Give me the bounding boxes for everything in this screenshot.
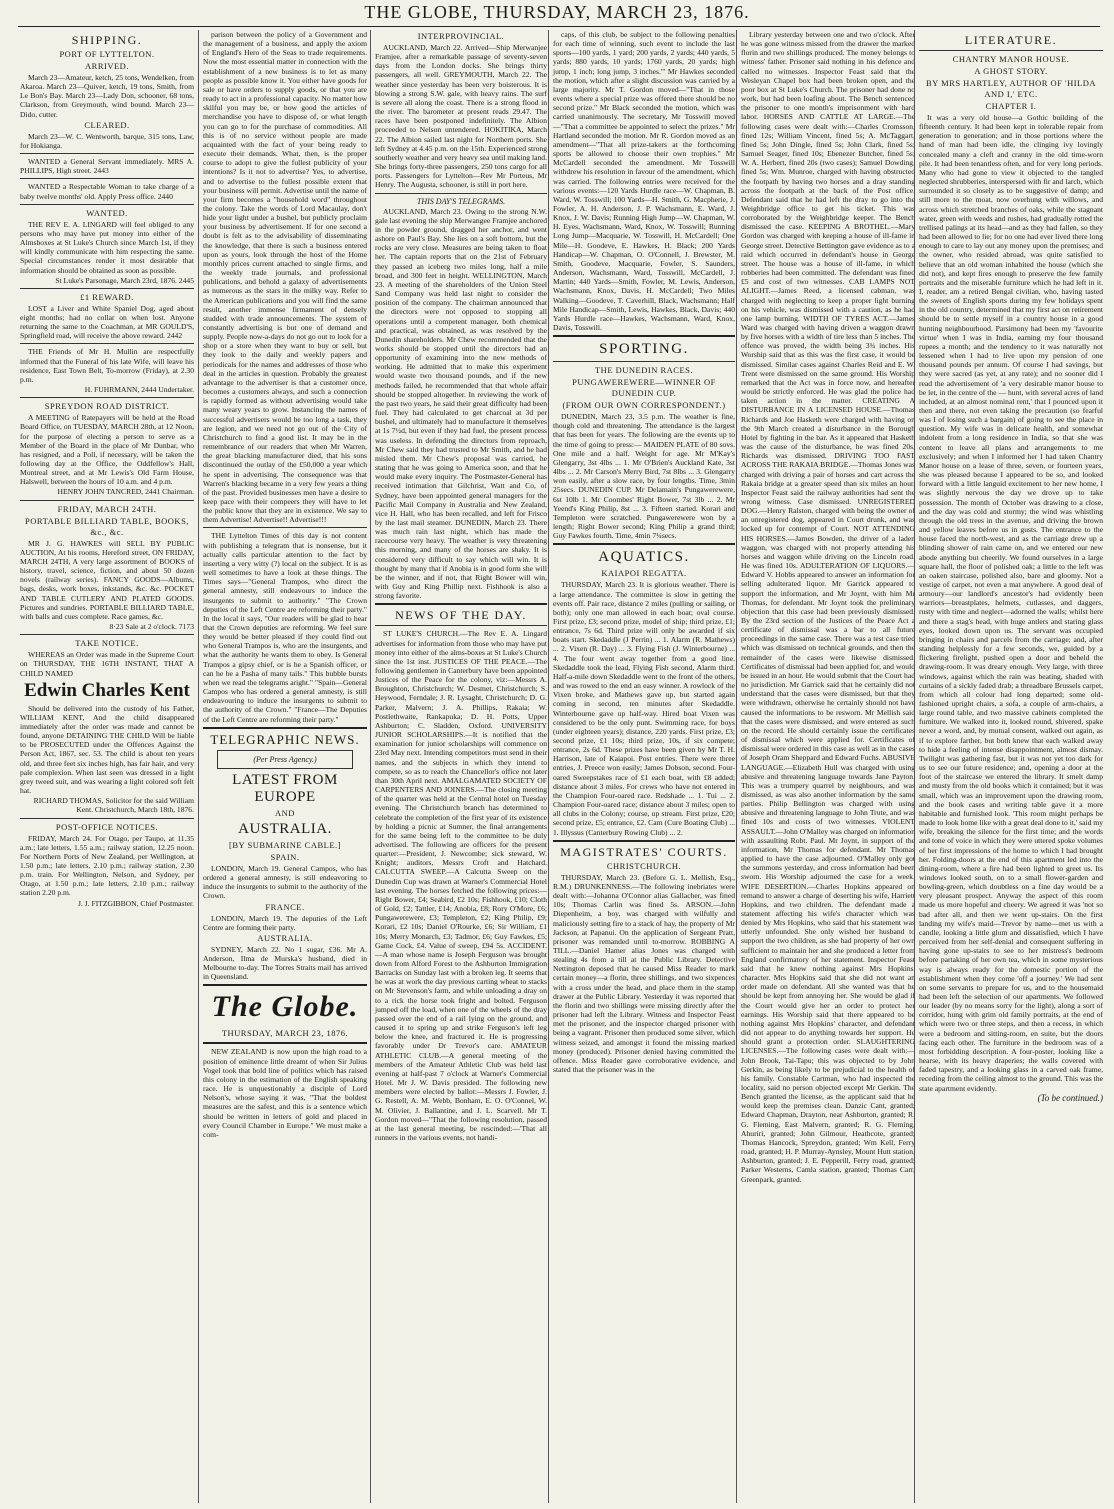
column-4 xyxy=(548,30,735,1503)
spreydon-heading: SPREYDON ROAD DISTRICT. xyxy=(44,401,170,412)
cleared-text: March 23—W. C. Wentworth, barque, 315 tons, Law, for Hokianga. xyxy=(20,131,194,150)
kaiapoi-heading: KAIAPOI REGATTA. xyxy=(601,568,687,579)
story-text: It was a very old house—a Gothic building of the fifteenth century. It had been kept in tolerable repair from generation to generation; and in those portions where the hand of man had been idle, the clinging ivy lovingly concealed many a cleft and cranny in the old time-worn pile. It had been tenantless often, and for very long periods. Many who had gone to view it objected to the tangled neglected shrubberies, interspersed with fir and larch, which surrounded it so closely as to be suggestive of damp; and still more to the moat, now overhung with willows, and across which stretched branches of oaks, while the stagnant water, green with weeds and rushes, had gradually rotted the trellised palings at its head—and as they had fallen, so they had been allowed to lie; for no one had ever lived there long enough to care to lay out any money upon the premises; and the owner, who resided abroad, was quite satisfied to believe that an old woman inhabited the house (which she did not), and kept fires enough to preserve the few family portraits and the miserable furniture which he had left in it. I, reader, am a retired Bengal civilian, who, having tasted the sweets of English sports during my few holidays spent in the old country, determined that my first act on retirement should be to settle myself in a country house in a good hunting neighbourhood. Parsimony had been my 'favourite virtue' when I was in India, earning my four thousand rupees a month; and the tendency to it was naturally not lessened when I had to live upon my pension of one thousand pounds per annum. Of course I had savings, but they were sacred (as yet, at any rate); and no sooner did I read the advertisement of 'a very desirable manor house to be let, in the centre of the — hunt, with several acres of land included, at an almost nominal rent,' that I pounced upon it then and there, not even taking the precaution (so fearful was I of losing such a bargain) of going to see the place in question. My wife was in delicate health, and somewhat indolent from a long residence in India, so that she was content to leave all plans and arrangements to me exclusively; and when I informed her I had taken Chantry Manor house on a lease of three, seven, or fourteen years, she was pleased because I appeared to be so, and looked forward with a little languid excitement to her new home, I was slightly nervous the day we drove up to take possession. The month of October was drawing to a close, and the day was cold and stormy; the wind was whistling through the old trees in the avenue, and driving the brown and yellow leaves before us in gusts. The entrance to the house faced the north-west, and as the carriage drew up a blinding shower of rain came on, and we entered our new abode anything but cheerily. We found ourselves in a large square hall, the floor of polished oak; a little to the left was an oaken staircase, polished also, bare and gloomy. Not a vestige of carpet, not even a mat anywhere. A good deal of armoury—our landlord's ancestor's had evidently been warriors—breastplates, helmets, cutlasses, and daggers, rusty with time and neglect—adorned the walls; whilst here and there a stag's head, with huge antlers and staring glass eyes, looked down upon us. The servant was occupied bringing in chairs and parcels from the carriage; and, after standing helplessly for a few seconds, we, guided by a flickering firelight, pushed open a door and beheld the drawing-room. It was dreary enough. Very large, with three windows, against which the rain was beating, shaded with curtains of a sickly faded drab; a threadbare Brussels carpet, from which all colour had long departed; some old-fashioned upright chairs, a sofa, a couple of arm-chairs, a large round table, and two massive cabinets completed the furniture. We walked into it, looked round, shivered, spake never a word, and, by mutual consent, walked out again, as if to explore farther, but both knew that each walked away to hide a feeling of intense disappointment, almost dismay. Twilight was gathering fast, but it was not yet too dark for us to see our future residence; and, opening a door at the foot of the staircase we entered the library. It smelt damp and musty from the old books which it contained; but it was small, which was an improvement upon the drawing room, and the book cases and writing table gave it a more habitable and furnished look. 'This room might perhaps be made to look home like with a great deal done to it,' said my wife, breaking the silence for the first time; and the words and tone of voice in which they were uttered spoke volumes of her first impressions of the home to which I had brought her. Folding-doors at the end of this apartment led into the dining-room, where a fire had been lighted to greet us. Its windows looked south, on to a small flower-garden and bowling-green, which doubtless on a fine day would be a very pleasant prospect. Anyway the aspect of this room made us more hopeful and cheery. We agreed it was 'not so bad after all, and then we went up-stairs. On the first landing my wife's maid—Trevor by name—met us with a candle, looking a little glum and dissatisfied, which I have perceived from her self-denial and consequent suffering in having gone up-stairs to see to her mistress's bedroom before partaking of her own tea, which in some mysterious way is always ready for the domestic portion of the establishment when they come 'off a journey.' We had sent on some servants to prepare for us, and to the housemaid had been left the selection of our apartments. We followed our leader (by no means sorry for the light), along a sort of corridor, hung with grim old family portraits, at the end of which were two or three steps, and then a recess, in which were a bedroom and sitting-room, en suite, but the doors facing each other. The furniture in the bedroom was of a most forbidding description. A four-poster, looking like a hearse, with its heavy draperies; the walls covered with faded tapestry, and a looking glass in a carved oak frame, receding from the ceiling almost to the ground. This was the state apartment evidently. xyxy=(919,113,1103,1093)
press-agency-box: (Per Press Agency.) xyxy=(217,750,353,769)
globe-date: THURSDAY, MARCH 23, 1876. xyxy=(221,1028,349,1039)
notice-sign: RICHARD THOMAS, Solicitor for the said William Kent. Christchurch, March 18th, 1876. xyxy=(33,796,194,815)
child-name: Edwin Charles Kent xyxy=(24,679,190,701)
notice-text-2: Should be delivered into the custody of his Father, WILLIAM KENT, And the child disappeared immediately after the order was made and cannot be found, anyone DETAINING THE CHILD Will be liable to be PROSECUTED under the Offences Against the Person Act, 1867, sec. 53. The child is about ten years old, and three feet six inches high, has fair hair, and very pale complexion. When last seen was dressed in a light grey tweed suit, and was wearing a light colored soft felt hat. xyxy=(20,703,194,796)
editorial-text: NEW ZEALAND is now upon the high road to a position of eminence little dreamt of when Sir Julius Vogel took that bold line of politics which has raised this colony in the estimation of the English speaking race. He is unquestionably a disciple of Lord Nelson's, whose saying it was, "That the boldest measures are the safest, and this is a sentence which should be written in letters of gold and placed in every Council Chamber in Europe." We must make a com- xyxy=(203,1047,367,1139)
divider xyxy=(20,288,194,289)
spain-text: LONDON, March 19. General Campos, who has ordered a general amnesty, is still endeavoring to induce the insurgents to submit to the authority of the Crown. xyxy=(203,863,367,901)
days-telegrams-heading: THIS DAY'S TELEGRAMS. xyxy=(416,196,506,206)
masthead-rule xyxy=(18,26,1100,27)
divider xyxy=(20,818,194,819)
double-rule xyxy=(553,335,735,337)
latest-europe-heading: LATEST FROM EUROPE xyxy=(232,771,338,805)
arrived-heading: ARRIVED. xyxy=(85,61,129,71)
funeral-text: THE Friends of Mr H. Mullin are respectfully informed that the Funeral of his late Wife, will leave his residence, East Town Belt, To-morrow (Friday), at 2.30 p.m. xyxy=(20,347,194,384)
france-heading: FRANCE. xyxy=(265,901,305,912)
magistrates-text: THURSDAY, March 23. (Before G. L. Mellish, Esq., R.M.) DRUNKENNESS.—The following inebriates were dealt with:—Johanna O'Connor alias Gallacher, was fined 10s; Thomas Carlin was fined 5s. ARSON.—John Diepenheim, a boy, was charged with wilfully and maliciously setting fire to a stack of hay, the property of Mr Jackson, at Papanui. On the application of Sergeant Pratt, prisoner was remanded until to-morrow. ROBBING A TILL.—Daniel Hamer alias Jones was charged with stealing 4s from a till at the Public Library. Detective Nettington deposed that he caused Miss Reader to mark certain money—a florin, three shillings, and two sixpences with a cross under the head, and place them in the stamp drawer at the Public Library. Yesterday it was reported that the florin and two shillings were missing directly after the prisoner had left the Library. Witness and Inspector Feast met the prisoner, and the inspector charged prisoner with being a vagrant. Prisoner then produced some silver, which witness seized, and amongst it found the missing marked money (produced). Prisoner denied having committed the offence. Miss Reader gave corroborative evidence, and stated that the prisoner was in the xyxy=(553,872,735,1074)
interprovincial-text: AUCKLAND, March 22. Arrived—Ship Merwanjee Framjee, after a remarkable passage of seventy-seven days from the London docks. She brings thirty passengers, all well. GREYMOUTH, March 22. The weather since yesterday has been very boisterous. It is blowing a strong S.W. gale, with heavy rains. The surf is severe all along the coast. There is a strong flood in the river. The barometer at present reads 29.47. The races have been postponed indefinitely. The Albion proceeded to Nelson untendered. HOKITIKA, March 22. The Albion sailed last night for Northern ports. She left Sydney at 4.45 p.m. on the 15th. Experienced strong southerly weather and very heavy sea until making land. She brings forty-three passengers, 250 tons cargo for all ports. Passengers for Lyttelton—Rev Mr Porteus, Mr Henry. The Augusta, schooner, is still in port here. xyxy=(375,43,547,190)
auction-text: MR J. G. HAWKES will SELL BY PUBLIC AUCTION, At his rooms, Hereford street, ON FRIDAY, MARCH 24TH, A very large assortment of BOOKS of history, travel, science, fiction, and about 50 dozen novels (railway series). FANCY GOODS—Albums, bags, desks, work boxes, inkstands, &c. &c. POCKET AND TABLE CUTLERY AND PLATED GOODS. Pictures and sundries. PORTABLE BILLIARD TABLE, with balls and cues complete. Race games, &c. xyxy=(20,538,194,621)
divider xyxy=(20,153,194,154)
divider xyxy=(20,397,194,398)
double-rule xyxy=(553,543,735,545)
column-1 xyxy=(20,30,194,1503)
funeral-sign: H. FUHRMANN, 2444 Undertaker. xyxy=(84,385,194,395)
divider xyxy=(20,500,194,501)
auction-sign: 8·23 Sale at 2 o'clock. 7173 xyxy=(109,622,194,632)
aquatics-heading: AQUATICS. xyxy=(598,549,690,566)
arrived-text: March 23—Amateur, ketch, 25 tons, Wendelken, from Akaroa. March 23—Quiver, ketch, 19 tons, Smith, from Le Bon's Bay. March 23—Lady Don, schooner, 68 tons, Clarkson, from Greymouth, wind bound. March 23—Dido, cutter. xyxy=(20,73,194,119)
correspondent-label: (FROM OUR OWN CORRESPONDENT.) xyxy=(562,400,726,411)
reward-heading: £1 REWARD. xyxy=(80,291,134,302)
news-of-the-day-heading: NEWS OF THE DAY. xyxy=(395,608,527,623)
continued-note: (To be continued.) xyxy=(1037,1092,1103,1103)
friday-heading: FRIDAY, MARCH 24TH. xyxy=(57,503,157,514)
pungawerewere-heading: PUNGAWEREWERE—WINNER OF DUNEDIN CUP. xyxy=(572,377,716,399)
post-office-sign: J. J. FITZGIBBON, Chief Postmaster. xyxy=(77,898,194,908)
divider xyxy=(375,625,547,626)
wanted-text: THE REV E. A. LINGARD will feel obliged to any persons who may have put money into either of the Almsboxes at St Luke's Church since March 1st, if they will kindly communicate with him respecting the same. Special circumstances render it most desirable that information should be obtained as soon as possible. xyxy=(20,219,194,275)
notice-text: WHEREAS an Order was made in the Supreme Court on THURSDAY, THE 16TH INSTANT, THAT A CHILD NAMED xyxy=(20,650,194,678)
lyttelton-times-article: THE Lyttelton Times of this day is not content with publishing a telegram that is nonsense, but it actually calls particular attention to the fact by inserting a very witty (?) local on the subject. It is as well sometimes to have a look at these things. The Times says—"General Trampos, who direct the general amnesty, still endeavours to induce the insurgents to submit to authority." "The Crown deputies of the Left Centre are reforming their party." In the local it says, "Our readers will be glad to hear that the Crown deputies are reforming. We feel sure they would be better pleased if they could find out who General Trampos is, who are the insurgents, and what the authority he wants them to obey. Is General Trampos a gipsy chief, or is he a Spanish officer, or can he be a Pasha of many tails." This bubble bursts when we read the telegrams aright." "Spain—General Campos who has ordered a general amnesty, is still endeavouring to induce the insurgents to submit to the authority of the Crown." "France—The Deputies of the Left Centre are reforming their party." xyxy=(203,531,367,724)
double-rule xyxy=(203,1042,367,1044)
ad-servant: WANTED a General Servant immediately. MRS A. PHILLIPS, High street. 2443 xyxy=(20,157,194,176)
spreydon-sign: HENRY JOHN TANCRED, 2441 Chairman. xyxy=(57,487,194,497)
double-rule xyxy=(203,984,367,986)
cable-label: [BY SUBMARINE CABLE.] xyxy=(229,839,341,850)
magistrates-heading: MAGISTRATES' COURTS. xyxy=(560,844,728,859)
ghost-story-label: A GHOST STORY. xyxy=(974,66,1048,76)
globe-nameplate: The Globe. xyxy=(211,990,359,1024)
court-reports-text: Library yesterday between one and two o'clock. After he was gone witness missed from the drawer the marked florin and two shillings produced. The money belongs to witness' father. Prisoner said nothing in his defence and called no witnesses. Inspector Feast said that the Wesleyan Chapel box had been broken open, and the poor box at St Luke's Church. The prisoner had done no work, but had been loafing about. The Bench sentenced the prisoner to one month's imprisonment with hard labor. HORSES AND CATTLE AT LARGE.—The following cases were dealt with:—Charles Cromsson, fined 12s; William Vincent, fined 5s; A. McTaggart, fined 5s; John Dingle, fined 5s; John Clark, fined 5s; Samuel Seager, fined 10s; Ebenezer Butcher, fined 5s; W. A. Herbert, fined 20s (two cases); Samuel Dowding, fined 5s; Wm. Munroe, charged with having obstructed the footpath by having two horses and a dray standing across the footpath at the back of the Post office. Defendant said that he had left the dray to go into the Weighbridge office to get his ticket. This was corroborated by the Weighbridge keeper. The Bench dismissed the case. KEEPING A BROTHEL.—Mary Gordon was charged with keeping a house of ill-fame in George street. Detective Bettington gave evidence as to a raid which occurred in defendant's house in George street. The house was a house of ill-fame, in which robberies had been committed. The defendant was fined £5 and cost of two witnesses. CAB LAMPS NOT ALIGHT.—James Reed, a licensed cabman, was charged with neglecting to keep a proper light burning on his vehicle, was dismissed with a caution, as he had one lamp burning. WIDTH OF TYRES ACT.—James Ward was charged with having driven a waggon drawn by five horses with a width of tire less than 5 inches. The offence was proved, the width being 3¾ inches. His Worship said that as this was the first case, it would be dismissed. Similar cases against Charles Reid and E. W. Trent were dismissed on the same ground. His Worship remarked that the Act was in force now, and hereafter would be strictly enforced. He was glad the police had taken action in the matter. CREATING A DISTURBANCE IN A LICENSED HOUSE.—Thomas Richards and Joe Hasketh were charged with having on the 9th March created a disturbance in the Borough Hotel by fighting in the bar. As it appeared that Hasketh was the cause of the disturbance, he was fined 20s, Richards was dismissed. DRIVING TOO FAST ACROSS THE RAKAIA BRIDGE.—Thomas Jones was charged with driving a pair of horses and cart across the Rakaia bridge at a greater speed than six miles an hour. Inspector Feast said the railway authorities had sent the wrong witness. Case dismissed. UNREGISTERED DOG.—Henry Ralston, charged with being the owner of an unregistered dog, appeared in Court drunk, and was locked up for contempt of Court. NOT ATTENDING HIS HORSES.—James Bowden, the driver of a laden waggon, was charged with not properly attending his horses and waggon while driving on the Lincoln road. He was fined 10s. ADULTERATION OF LIQUORS.—Edward V. Hobbs appeared to answer an information for selling adulterated liquor. Mr Garrick appeared to support the information, and Mr Joynt, with him Mr Thomas, for defendant. Mr Joynt took the preliminary objection that this case had been previously dismissed. By the 23rd section of the Justices of the Peace Act a certificate of dismissal was a bar to all future proceedings in the same case. There was a test case tried which was dismissed on technical grounds, and then the remainder of the cases were likewise dismissed. Certificates of dismissal had been applied for, and would be issued in an hour. He would submit that the Court had no jurisdiction. Mr Garrick said that he certainly did not understand that the cases were dismissed, but that they were withdrawn, otherwise he certainly should not have caused the informations to be resworn. Mr Mellish said that the cases were dismissed, and were entered as such on the record. He should certainly issue the certificates of dismissal which were applied for. Certificates of dismissal were ordered in this case as well as in the cases of Joseph Oram Sheppard and Edward Fuchs. ABUSIVE LANGUAGE.—Elizabeth Hull was charged with using abusive and threatening language towards Jane Payton. This was a trumpery quarrel by neighbours, and was dismissed, as was also another information by the same parties. Philip Bellington was charged with using abusive and threatening language to John Trute, and was fined 10s and costs of two witnesses. VIOLENT ASSAULT.—John O'Malley was charged on information with assaulting Robt. Paul. Mr Joynt, in support of the information, Mr Thomas for defendant. Mr Thomas applied to have the case adjourned. O'Malley only got the summons yesterday, and cross information had been sworn. His Worship adjourned the case for a week. WIFE DESERTION.—Charles Hopkins appeared on remand to answer a charge of deserting his wife, Harriett Hopkins, and two children. The defendant made a statement affecting his wife's character which was denied by Mrs Hopkins, who said that his statement was utterly unfounded. She only wished her husband to support the two children, as she had property of her own sufficient to maintain her and she produced a letter from England confirmatory of her statement. Inspector Feast said that he knew nothing against Mrs Hopkins' character. Mrs Hopkins said that she did not want an order made on defendant. All she wanted was that he should be kept from annoying her. She would be glad if the Court would give her an order to protect her earnings. His Worship said that there appeared to be nothing against Mrs Hopkins' character, and defendant did not appear to do anything towards her support. He should grant a protection order. SLAUGHTERING LICENSES.—The following cases were dealt with:—John Brook, Tai-Tapu; this was objected to by John Gerkin, as being likely to be prejudicial to the health of his family. Constable Cartman, who had inspected the locality, said no person objected except Mr Gerkin. The Bench granted the license, as the applicant said that he would keep the premises clean. Danzic Cant, granted; Edward Chapman, Drayton, near Ashburton, granted; R. G. Fleming, East Malvern, granted; R. G. Fleming, Ahuriri, granted; John Gilmour, Heathcote, granted; Thomas Hancock, Spreydon, granted; Wm Kell, Ferry road, granted; H. P. Murray-Aynsley, Mount Hutt station, Ashburton, granted; J. E. Pepperill, Ferry road, granted; Parker Westerns, Camla station, granted; Thomas Carr, Greenpark, granted. xyxy=(741,30,915,1184)
divider xyxy=(20,343,194,344)
column-6 xyxy=(914,30,1103,1503)
athletic-club-text: caps, of this club, be subject to the following penalties for each time of winning, such event to include the last sports—100 yards, 1 yard; 200 yards, 2 yards; 440 yards, 5 yards; 880 yards, 10 yards; 1760 yards, 20 yards; high jump, 1 inch; long jump, 3 inches.'" Mr Hawkes seconded the motion, which after a slight discussion was carried by a large majority. Mr T. Gordon moved—"That in those events where a special prize was offered there should be no second prize." Mr Black seconded the motion, which was carried unanimously. The secretary, Mr Tosswill moved—"That a committee be appointed to select the prizes." Mr Hartland seconded the motion. Mr R. Gordon moved as an amendment—"That all prize-takers at the forthcoming sports be allowed to choose their own trophies." Mr McCardell seconded the amendment. Mr Tosswill withdrew his resolution in favour of the amendment, which was carried. The following entries were received for the various events:—120 Yards Hurdle race—W. Chapman, B. Ward, W. Tosswill; 100 Yards—H. Smith, G. Macpherie, J. Fowler, A. H. Anderson, J. P. Wachsmann, E. Ward, J. Knox, J. W. Davis; Running High Jump—W. Chapman, W. H. Eyes, Wachsmann, Ward, Knox, W. Tosswill; Running Long Jump—Macquarie, W. Tosswill, H. McCardell; One Mile—H. Goodeve, E. Hawkes, H. Black; 200 Yards Handicap—W. Chapman, O. O'Connell, J. Brewster, M. Smith, Goodeve, Macquarie, Fowler, S. Saunders, Anderson, Wachsmann, Ward, Tosswill, McCardell, J. Martin; 440 Yards—Smith, Fowler, M. Lewis, Anderson, Wachsmann, Knox, Davis, H. McCardell; Two Miles Walking—Goodeve, T. Caverhill, Black, Wachsmann; Half Mile Handicap—Smith, Lewis, Hawkes, Black, Davis; 440 Yards Hurdle race—Hawkes, Wachsmann, Ward, Knox, Davis, Tosswill. xyxy=(553,30,735,332)
port-heading: PORT OF LYTTELTON. xyxy=(59,49,155,59)
and-label: AND xyxy=(275,807,295,818)
australia-text: SYDNEY, March 22. No 1 sugar, £36. Mr A. Anderson, Ilma de Murska's husband, died in Melbourne to-day. The Torres Straits mail has arrived in Queensland. xyxy=(203,944,367,982)
column-3 xyxy=(370,30,547,1503)
sporting-heading: SPORTING. xyxy=(599,341,689,358)
masthead: THE GLOBE, THURSDAY, MARCH 23, 1876. xyxy=(364,2,750,22)
post-office-heading: POST-OFFICE NOTICES. xyxy=(55,821,159,832)
aquatics-text: THURSDAY, March 23. It is glorious weather. There is a large attendance. The committee is slow in getting the events off. Pair race, distance 2 miles (pulling or sailing, or both); only one man allowed in each boat; oval course. First prize, £3; second prize, model of ship; third prize, £1; entrance, 7s 6d. Third prize will only be awarded if six boats start. Skedaddle (J Perrin) ... 1. Alarm (R. Mathews) ... 2. Vixen (R. Day) ... 3. Flying Fish (J. Winterbourne) ... 4. The four went away together from a good line. Skedaddle took the lead, Flying Fish second, Alarm third. Half-a-mile down Skedaddle went to the front of the others, and was rowed to the end an easy winner. A rowlock of the Vixen broke, and Mathews gave up, but started again coming in second, ten minutes after Skedaddle. Winterbourne gave up half-way. Hired boat Vixen was considered to be the only punt. Swimming race, for boys (under eighteen years); distance, 220 yards. First prize, £3; second prize, £1 10s; third prize, 10s, if six compete; entrance, 2s 6d. These prizes have been given by Mr T. H. Harrison, late of Kaiapoi. Post entries. There were three entries, J. Preece won easily; James Dobson, second. Four-oared Sweepstakes race of £1 each boat, with £8 added; distance about 3 miles. For crews who have not entered in the Champion Four-oared race. Redshade ... 1. Tui ... 2. Champion Four-oared race; distance about 3 miles; open to all clubs in the Colony; course, up stream. First prize, £20; second prize, £5; entrance, £2. Cam (Cure Boating Club) ... 1. Illyssus (Canterbury Rowing Club) ... 2. xyxy=(553,580,735,837)
divider xyxy=(375,193,547,194)
chantry-heading: CHANTRY MANOR HOUSE. xyxy=(952,54,1070,64)
divider xyxy=(20,634,194,635)
divider xyxy=(203,527,367,528)
spreydon-text: A MEETING of Ratepayers will be held at the Road Board Office, on TUESDAY, MARCH 28th, at 12 Noon, for the purpose of electing a person to serve as a Member of the Board in the place of Mr Dunbar, who has resigned, and a Poll, if necessary, will be taken the following day at the Office, the Oddfellow's Hall, Montreal street, and at Mr Lewis's Old Farm House, Halswell, between the hours of 10 a.m. and 4 p.m. xyxy=(20,413,194,487)
cleared-heading: CLEARED. xyxy=(84,119,130,130)
interprovincial-heading: INTERPROVINCIAL. xyxy=(417,31,505,41)
france-text: LONDON, March 19. The deputies of the Left Centre are forming their party. xyxy=(203,913,367,932)
divider xyxy=(20,204,194,205)
portable-heading: PORTABLE BILLIARD TABLE, BOOKS, &c., &c. xyxy=(25,515,189,537)
news-of-the-day-text: ST LUKE'S CHURCH.—The Rev E. A. Lingard advertises for information from those who may have put money into either of the alms-boxes at St Luke's Church since the 1st inst. JUSTICES OF THE PEACE.—The following gentlemen in Canterbury have been appointed Justices of the Peace for the colony, viz:—Messrs A. Broughton, Christchurch; W. Desmet, Christchurch; S. Heywood, Ferndale; J. R. Lysaght, Christchurch; D. G. Parker, Malvern; J. A. Phillips, Rakaia; W. Postlethwaite, Rankapuka; D. H. Potts, Upper Ashburton; C. Sladden, Oxford. UNIVERSITY JUNIOR SCHOLARSHIPS.—It is notified that the examination for junior scholarships will commence on 23rd May next. Intending competitors must send in their names, and the subjects in which they intend to compete, so as to reach the Chancellor's office not later than 30th April next. AMALGAMATED SOCIETY OF CARPENTERS AND JOINERS.—The closing meeting of the quarter was held at the Central hotel on Tuesday evening. The Christchurch branch has determined to celebrate the completion of the first year of its existence by holding a picnic at Sumner, the final arrangements for the same being left to the committee to be duly advertised. The following are officers for the present quarter:—President, J. Newcombe; sick steward, W. Knight; auditors, Messrs Croft and Hatchard. CALCUTTA SWEEP.—A Calcutta Sweep on the Dunedin Cup was drawn at Warner's Commercial Hotel last evening. The horses fetched the following prices:—Right Bower, £4; Seabird, £2 10s; Fishhook, £10; Cloth of Gold, £2; Tattler, £14; Anobia, £8; Rory O'More, £6; Pungawerewere, £3; Templeton, £2; King Philip, £9; Korari, £2 10s; Daniel O'Rourke, £6; Sir William, £1 10s; Merry Monarch, £3; Tadmor, £6; Guy Fawkes, £5; Game Cock, £4. Value of sweep, £94 5s. ACCIDENT.—A man whose name is Joseph Ferguson was brought down from Alford Forest to the Ashburton Immigration Barracks on Sunday last with a broken leg. It seems that he was at work the day previous carting wheat to stacks on Mr Stevenson's farm, and while unloading a dray on to a rick the horse took fright and bolted. Ferguson jumped off the load, when one of the wheels of the dray passed over the end of a rail lying on the ground, and caused it to spring up and strike Ferguson's left leg below the knee, and fractured it. He is progressing favorably under Dr Trevor's care. AMATEUR ATHLETIC CLUB.—A general meeting of the members of the Amateur Athletic Club was held last evening at half-past 7 o'clock at Warner's Commercial Hotel. Mr J. W. Davis presided. The following new members were elected by ballot:—Messrs J. Fowler, J. G. Restell, A. M. Webb, Bonham, E. O. O'Connel, W. M. Olivier, J. Ballantine, and J. L. Scarvell. Mr T. Gordon moved—"That the following resolution, passed at the last general meeting, be rescinded:—'That all runners in the various events, not handi- xyxy=(375,629,547,1142)
literature-heading: LITERATURE. xyxy=(964,33,1058,47)
double-rule xyxy=(203,727,367,729)
races-text: DUNEDIN, March 23, 3.5 p.m. The weather is fine, though cold and threatening. The attendance is the largest that has been for years. The following are the events up to the time of going to press:— MAIDEN PLATE of 80 sovs. One mile and a half. Weight for age. Mr M'Kay's Glengarry, 3st 4lbs ... 1. Mr O'Brien's Auckland Kate, 3st 4lbs ... 2. Mr Carson's Merry Bird, 7st 8lbs ... 3. Glengarry won easily, after a slow race, by four lengths. Time, 3min 25secs. DUNEDIN CUP. Mr Delamain's Pungawerewere, 6st 10lb 1. Mr Coombes' Right Bower, 7st 3lb ... 2. Mr Yeend's King Philip, 8st ... 3. Fifteen started. Korari and Templeton were scratched. Pungawerewere won by a length; Right Bower second; King Philip a grand third; Guy Fawkes fourth. Time, 4min 7¼secs. xyxy=(553,412,735,541)
divider xyxy=(919,50,1103,51)
column-2 xyxy=(198,30,367,1503)
dunedin-races-heading: THE DUNEDIN RACES. xyxy=(594,365,693,376)
wanted-heading: WANTED. xyxy=(86,207,128,218)
telegraphic-heading: TELEGRAPHIC NEWS. xyxy=(210,731,360,747)
chapter-heading: CHAPTER I. xyxy=(985,101,1037,111)
wanted-sign: St Luke's Parsonage, March 23rd, 1876. 2445 xyxy=(55,275,194,285)
take-notice-heading: TAKE NOTICE. xyxy=(75,638,139,649)
days-telegrams-text: AUCKLAND, March 23. Owing to the strong N.W. gale last evening the ship Merwangee Framjee anchored in the powder ground, dragged her anchor, and went ashore on Paul's Bay. She lies on a soft bottom, but the rocks are very close. Measures are being taken to float her. The captain reports that on the 21st of February they passed an iceberg two miles long, half a mile broad, and 300 feet in height. WELLINGTON, March 23. A meeting of the shareholders of the Union Steel Sand Company was held last night to consider the position of the company. The chairman announced that the directors were not opposed to stopping all operations until a competent manager, both chemical and practical, was obtained, as was resolved by the Dunedin shareholders. Mr Chew recommended that the works should be stopped until the directors had an opportunity of examining into the new methods of working. He admitted that to make this experiment would waste two thousand pounds, and if the new methods failed, he recommended that that whole affair should be stopped altogether. In reviewing the work of the past two years, he said their great difficulty had been fuel. They had calculated to get charcoal at 3d per bushel, and ultimately had to manufacture it themselves at 1s 7½d, but even if they had fuel, the present process was useless. In defending the directors from reproach, Mr Chew said they had trusted to Mr Smith, and he had misled them. Mr Chew's proposal was carried, he stating that he was going to America soon, and that he would make every inquiry. The Postmaster-General has received intimation that Gilchrist, Watt and Co, of Sydney, have been appointed general managers for the Pacific Mail Company in Australia and New Zealand, vice H. Hall, who has been recalled, and left for Frisco by the last mail steamer. DUNEDIN, March 23. There was much rain last night, which has made the racecourse very heavy. The weather is very threatening this morning, and many of the horses are shaky. It is considered very difficult to say which will win. It is thought by many that if Anobia is in good form she will be the winner, and if not, that Right Bower will win, with Guy and King Phillip next. Fishhook is also a strong favorite. xyxy=(375,206,547,601)
divider xyxy=(553,361,735,362)
advertising-article: parison between the policy of a Government and the management of a business, and apply the axiom of England's Hero of the Seas to trade requirements. Now the most essential matter in connection with the establishment of a new business is to let as many people as possible know it. You either have goods for sale or have orders to supply goods, or that you are ready to act in a professional capacity. No matter how skilful you may be, or how good the articles of merchandise you have to dispose of, or what length you can go to for the purchase of commodities. All this is of no service without people are made acquainted with the fact of your being ready to execute their demands. What, then, is the proper course to adopt to give the fullest publicity of your intentions? Is it not to advertise? Yes, to advertise, and to advertise to the fullest possible extent that your business will permit. Advertise until the name of your firm becomes a "household word" throughout the colony. Take the words of Lord Macaulay, don't hide your light under a bushel, but publicly proclaim your business by advertisement. If for one second a doubt is felt as to the advisability of disseminating the knowledge, that there is such a business entered upon as yours, look through the host of the Home monthly prices current attached to single firms, and the weekly trade journals, and professional publications, and behold a galaxy of advertisements as numerous as the stars in the milky way. Refer to the American publications and you will find the same result, another immense firmament of densely studded with trade announcements. The system of constantly advertising is but one of demand and supply. People now-a-days do not go out to look for a shop or a store when they want to buy or sell, but they look to the daily and weekly papers and periodicals for the names and addresses of those who deal in the articles in question. Probably the greatest advantage to the advertiser is that a customer once, becomes a customers always, and such a connection is rapidly formed as without advertising would take many weary years to grow. Instancing the names of successful advertisers would be too long a task, they are legion, and we need not go out of the City of Christchurch to find a good list. It may be in the remembrance of our readers that when Mr Warren, the great blacking manufacturer died, that his sons discontinued the outlay of the £50,000 a year which he spent in advertising. The consequence was that Warren's blacking became in a very few years a thing of the past. Provided businesses men have a desire to keep pace with their compeers they will have to let the public know that they are in existence. We say to them Advertise! Advertise!! Advertise!!! xyxy=(203,30,367,525)
spain-heading: SPAIN. xyxy=(270,851,300,862)
post-office-text: FRIDAY, March 24. For Otago, per Taupo, at 11.35 a.m.; late letters, 1.55 a.m.; railway station, 12.25 noon. For Northern Ports of New Zealand, per Wellington, at 1.50 p.m.; late letters, 2.10 p.m.; railway station, 2.30 p.m. train. For Wellington, Nelson, and Sydney, per Otago, at 1.50 p.m.; late letters, 2.10 p.m.; railway station 2.20 p.m. xyxy=(20,833,194,898)
author-line: BY MRS HARTLEY, AUTHOR OF 'HILDA AND I,' ETC. xyxy=(925,78,1097,99)
australia-heading: AUSTRALIA. xyxy=(238,820,332,837)
christchurch-heading: CHRISTCHURCH. xyxy=(606,860,682,871)
column-5 xyxy=(736,30,915,1503)
reward-text: LOST a Liver and White Spaniel Dog, aged about eight months; had no collar on when lost. Anyone returning the same to the Coachman, at MR GOULD'S, Springfield road, will receive the above reward. 2442 xyxy=(20,303,194,341)
ad-woman: WANTED a Respectable Woman to take charge of a baby twelve months' old. Apply Press office. 2440 xyxy=(20,182,194,201)
divider xyxy=(20,178,194,179)
double-rule xyxy=(553,840,735,842)
shipping-heading: SHIPPING. xyxy=(71,33,143,47)
australia-sub-heading: AUSTRALIA. xyxy=(257,932,313,943)
double-rule xyxy=(375,603,547,605)
